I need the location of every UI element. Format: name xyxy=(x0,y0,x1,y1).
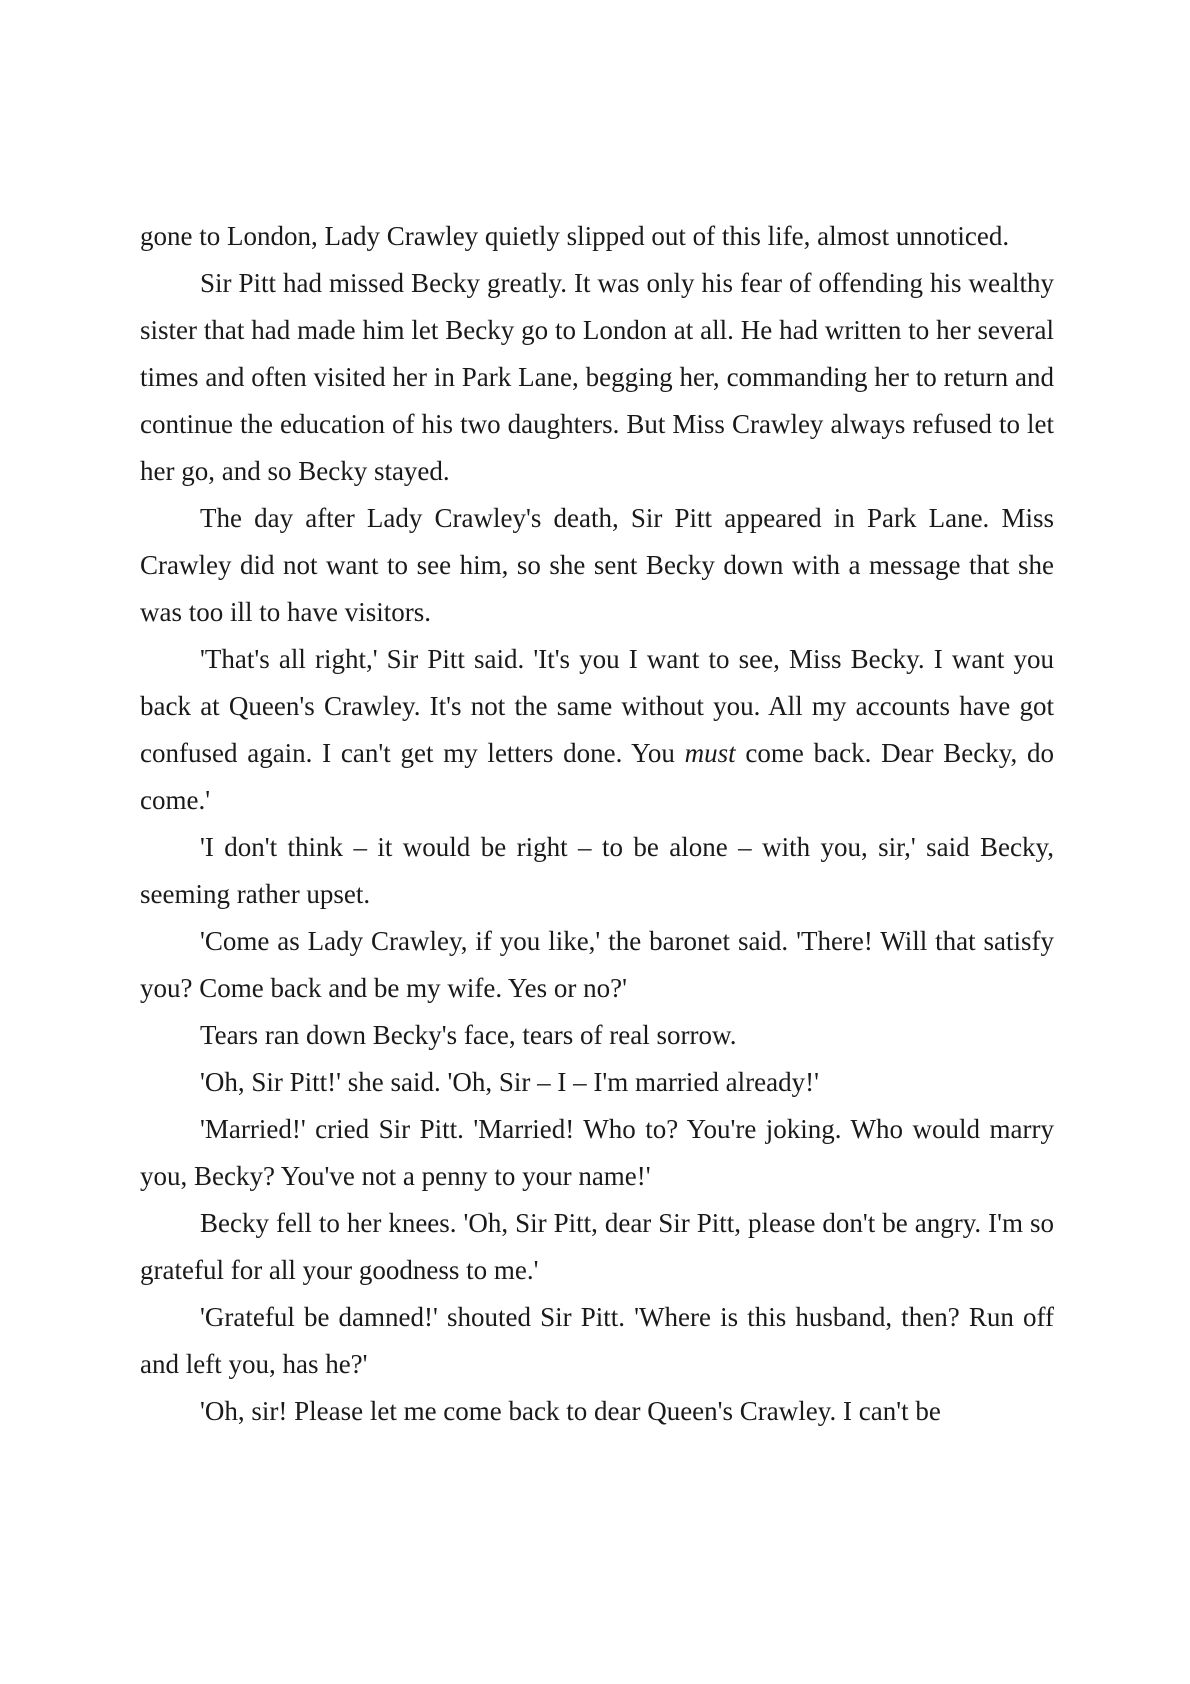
paragraph-text: 'Oh, sir! Please let me come back to dear Queen's Crawley. I can't be xyxy=(200,1396,941,1426)
paragraph xyxy=(140,1059,1054,1106)
paragraph-text: 'Oh, Sir Pitt!' she said. 'Oh, Sir – I – I'm married already!' xyxy=(200,1067,819,1097)
paragraph xyxy=(140,918,1054,1012)
paragraph xyxy=(140,213,1054,260)
paragraph-text: 'That's all right,' Sir Pitt said. 'It's you I want to see, Miss Becky. I want you back at Queen's Crawley. It's not the same without you. All my accounts have got confused again. I can't get my letters done. You xyxy=(140,644,1054,768)
paragraph xyxy=(140,1294,1054,1388)
body-text xyxy=(140,213,1054,1435)
paragraph xyxy=(140,495,1054,636)
paragraph-text: gone to London, Lady Crawley quietly slipped out of this life, almost unnoticed. xyxy=(140,221,1010,251)
paragraph-text: Sir Pitt had missed Becky greatly. It was only his fear of offending his wealthy sister that had made him let Becky go to London at all. He had written to her several times and often visited her in Park Lane, begging her, commanding her to return and continue the education of his two daughters. But Miss Crawley always refused to let her go, and so Becky stayed. xyxy=(140,268,1054,486)
paragraph xyxy=(140,1012,1054,1059)
paragraph xyxy=(140,1106,1054,1200)
paragraph xyxy=(140,824,1054,918)
paragraph-text: come back. Dear Becky, do come.' xyxy=(140,738,1054,815)
paragraph-text: 'Grateful be damned!' shouted Sir Pitt. 'Where is this husband, then? Run off and left you, has he?' xyxy=(140,1302,1054,1379)
paragraph xyxy=(140,636,1054,824)
paragraph-text: 'I don't think – it would be right – to be alone – with you, sir,' said Becky, seeming rather upset. xyxy=(140,832,1054,909)
paragraph-text: Tears ran down Becky's face, tears of real sorrow. xyxy=(200,1020,737,1050)
paragraph-text: 'Come as Lady Crawley, if you like,' the baronet said. 'There! Will that satisfy you? Come back and be my wife. Yes or no?' xyxy=(140,926,1054,1003)
paragraph-text: The day after Lady Crawley's death, Sir Pitt appeared in Park Lane. Miss Crawley did not want to see him, so she sent Becky down with a message that she was too ill to have visitors. xyxy=(140,503,1054,627)
paragraph xyxy=(140,1200,1054,1294)
paragraph xyxy=(140,1388,1054,1435)
document-page xyxy=(140,213,1054,1435)
paragraph-text: 'Married!' cried Sir Pitt. 'Married! Who to? You're joking. Who would marry you, Becky? You've not a penny to your name!' xyxy=(140,1114,1054,1191)
paragraph xyxy=(140,260,1054,495)
emphasis-text: must xyxy=(684,738,736,768)
paragraph-text: Becky fell to her knees. 'Oh, Sir Pitt, dear Sir Pitt, please don't be angry. I'm so grateful for all your goodness to me.' xyxy=(140,1208,1054,1285)
